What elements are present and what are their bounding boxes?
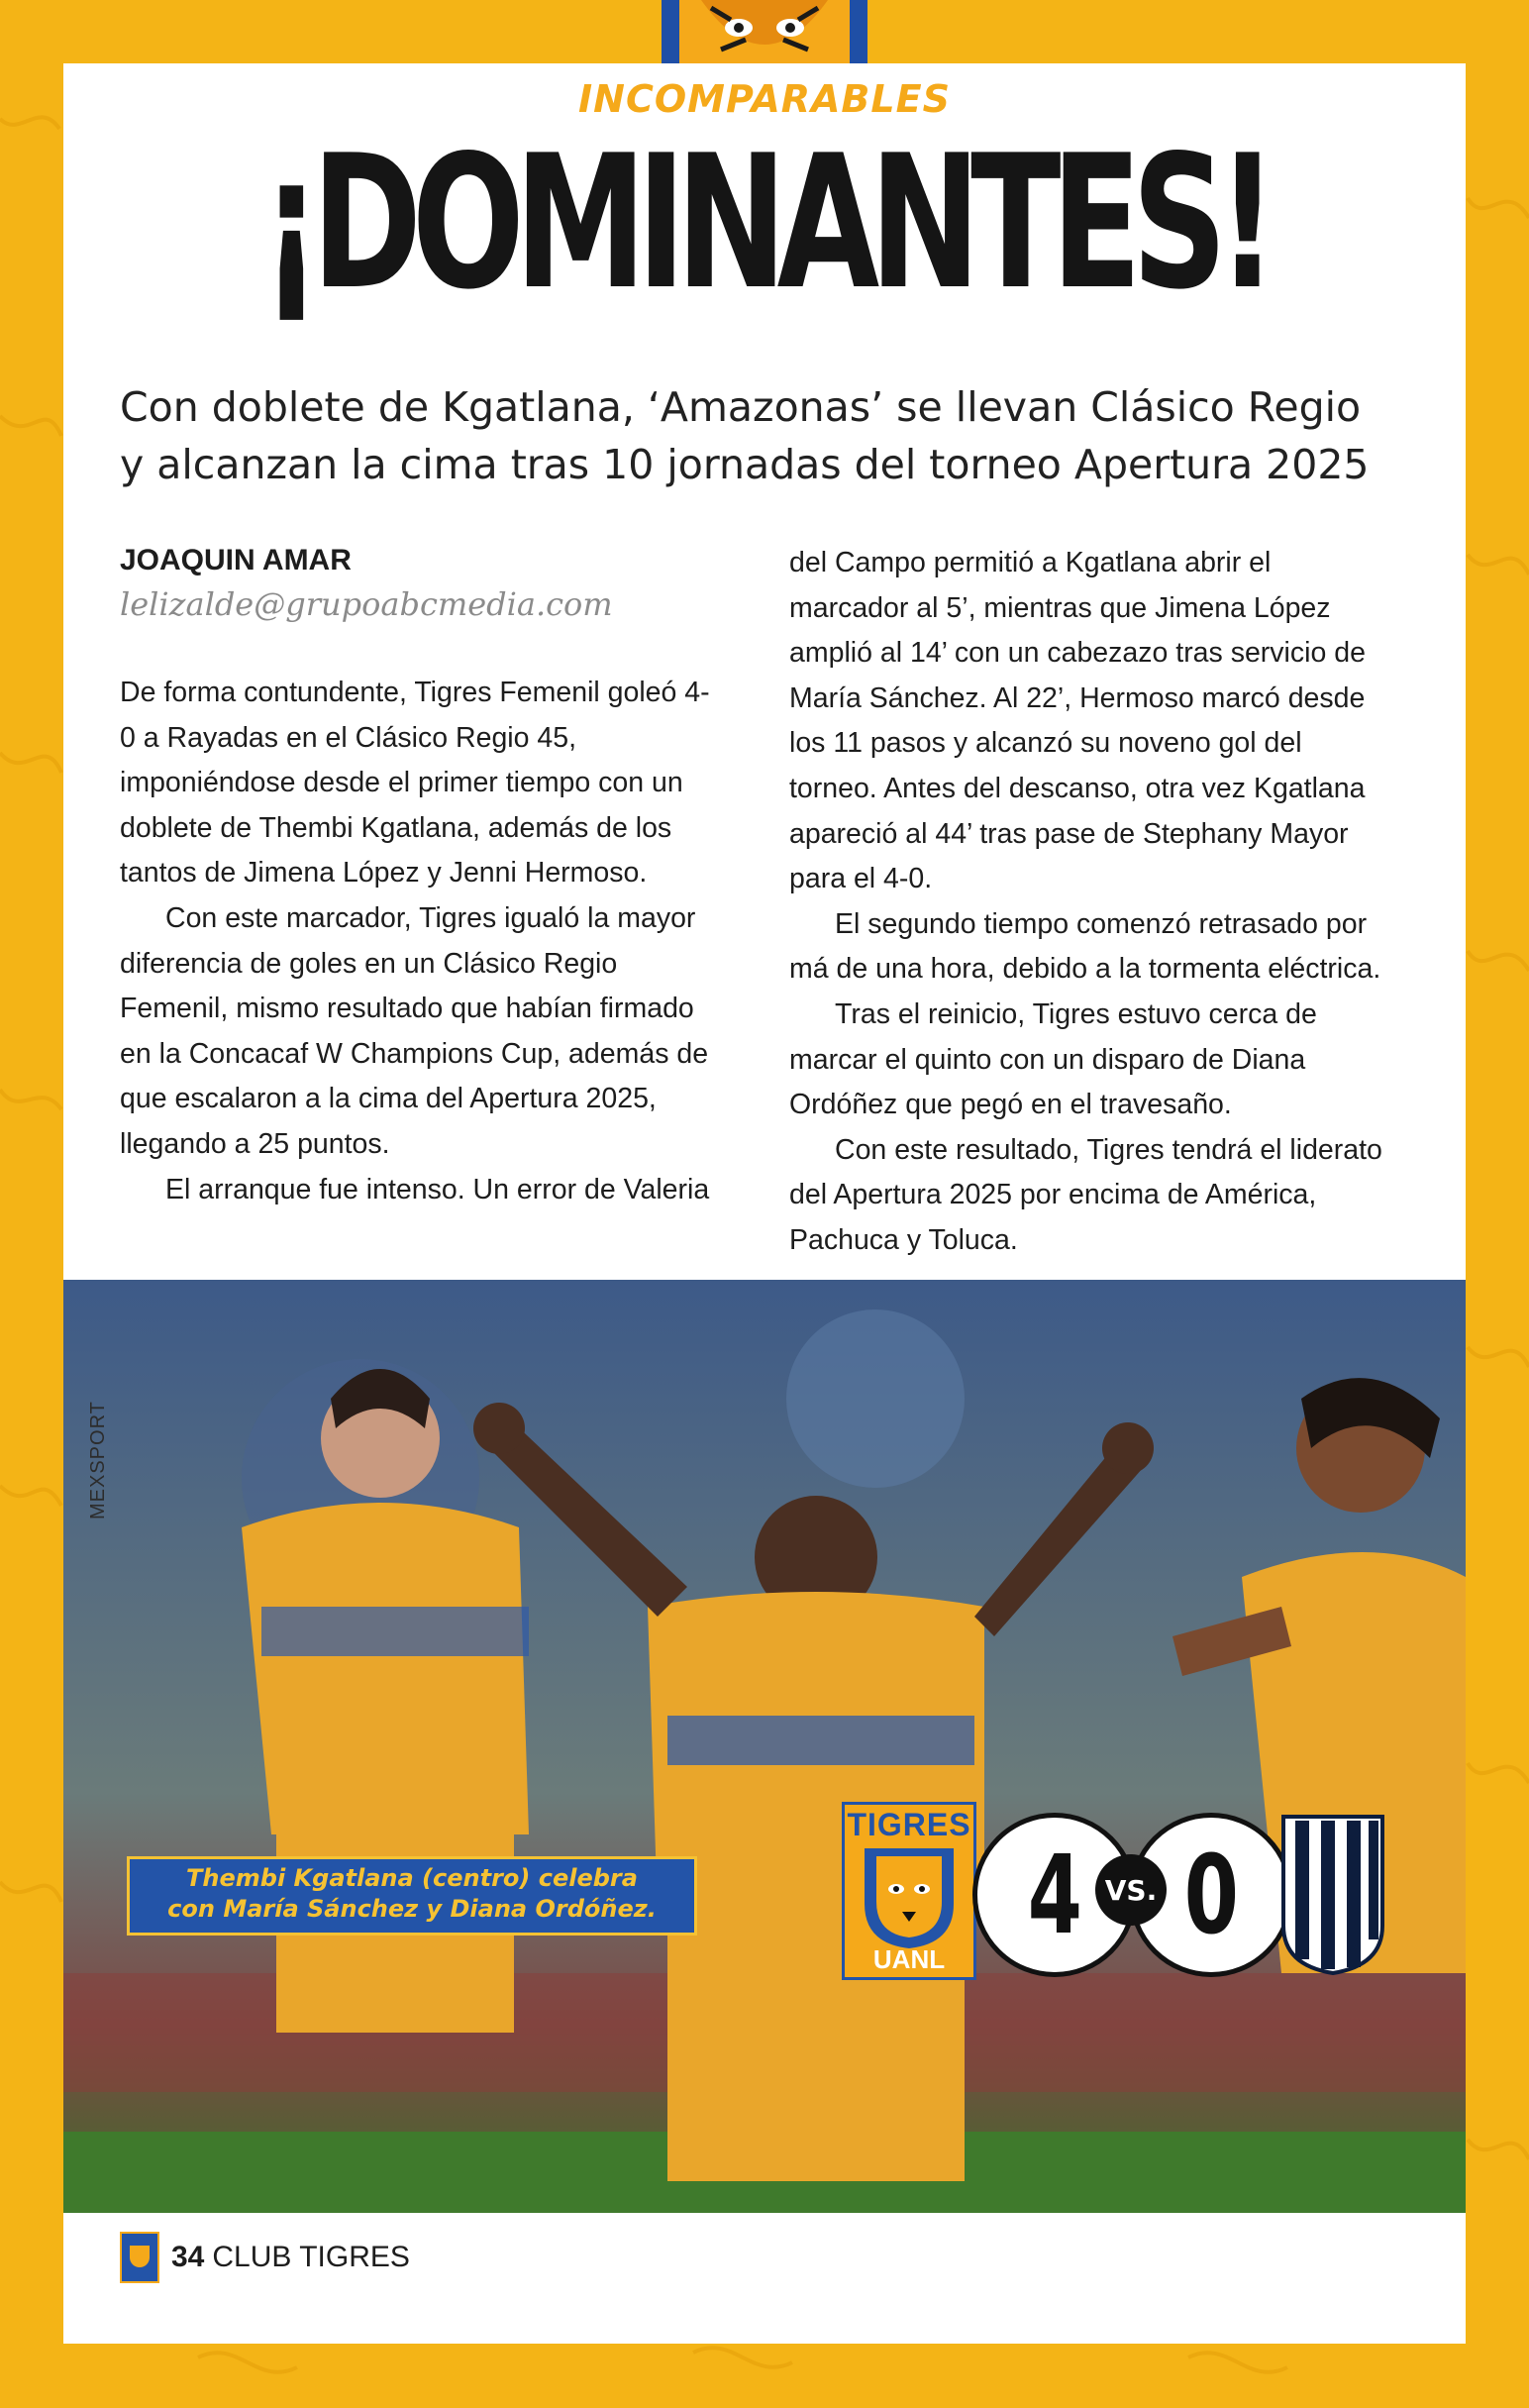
- match-photo: [63, 1280, 1466, 2213]
- away-score-value: 0: [1183, 1832, 1239, 1958]
- tigres-uanl-logo: [842, 1802, 976, 1980]
- paragraph: El segundo tiempo comenzó retrasado por má de una hora, debido a la tormenta eléctrica.: [789, 907, 1381, 986]
- page-footer: [120, 2233, 410, 2282]
- paragraph: El arranque fue intenso. Un error de Valeria: [165, 1173, 710, 1205]
- rayadas-striped-logo: [1274, 1807, 1392, 1975]
- caption-line-2: con María Sánchez y Diana Ordóñez.: [167, 1895, 657, 1923]
- logo-subtitle: UANL: [872, 1944, 946, 1974]
- subheadline: [120, 378, 1427, 493]
- photo-credit: MEXSPORT: [87, 1401, 109, 1519]
- vs-badge: VS.: [1095, 1854, 1167, 1926]
- page-number: 34: [171, 2241, 205, 2273]
- tigres-header-emblem: [662, 0, 867, 65]
- paragraph: De forma contundente, Tigres Femenil goleó 4-0 a Rayadas en el Clásico Regio 45, imponiéndose desde el primer tiempo con un doblete de Thembi Kgatlana, además de los tantos de Jimena López y Jenni Hermoso.: [120, 677, 710, 890]
- magazine-name: CLUB TIGRES: [212, 2241, 410, 2273]
- caption-line-1: Thembi Kgatlana (centro) celebra: [186, 1864, 638, 1892]
- subhead-line-1: Con doblete de Kgatlana, ‘Amazonas’ se llevan Clásico Regio: [120, 383, 1362, 431]
- subhead-line-2: y alcanzan la cima tras 10 jornadas del torneo Apertura 2025: [120, 441, 1370, 488]
- author-email: lelizalde@grupoabcmedia.com: [120, 585, 613, 623]
- tigres-footer-logo-icon: [120, 2232, 159, 2283]
- home-score-value: 4: [1027, 1832, 1082, 1958]
- author-name: JOAQUIN AMAR: [120, 544, 352, 576]
- headline: ¡DOMINANTES!: [260, 115, 1269, 330]
- logo-title: TIGRES: [847, 1807, 971, 1842]
- paragraph: del Campo permitió a Kgatlana abrir el marcador al 5’, mientras que Jimena López amplió al 14’ con un cabezazo tras servicio de María Sánchez. Al 22’, Hermoso marcó desde los 11 pasos y alcanzó su noveno gol del torneo. Antes del descanso, otra vez Kgatlana apareció al 44’ tras pase de Stephany Mayor para el 4-0.: [789, 547, 1366, 895]
- paragraph: Con este marcador, Tigres igualó la mayor diferencia de goles en un Clásico Regio Femenil, mismo resultado que habían firmado en la Concacaf W Champions Cup, además de que escalaron a la cima del Apertura 2025, llegando a 25 puntos.: [120, 901, 709, 1160]
- article-column-right: [789, 541, 1393, 1264]
- article-column-left: [120, 539, 724, 1212]
- section-kicker: INCOMPARABLES: [578, 77, 951, 121]
- photo-caption: [127, 1856, 697, 1936]
- paragraph: Tras el reinicio, Tigres estuvo cerca de marcar el quinto con un disparo de Diana Ordóñez que pegó en el travesaño.: [789, 997, 1317, 1121]
- article-page: [63, 63, 1466, 2344]
- paragraph: Con este resultado, Tigres tendrá el liderato del Apertura 2025 por encima de América, Pachuca y Toluca.: [789, 1133, 1382, 1256]
